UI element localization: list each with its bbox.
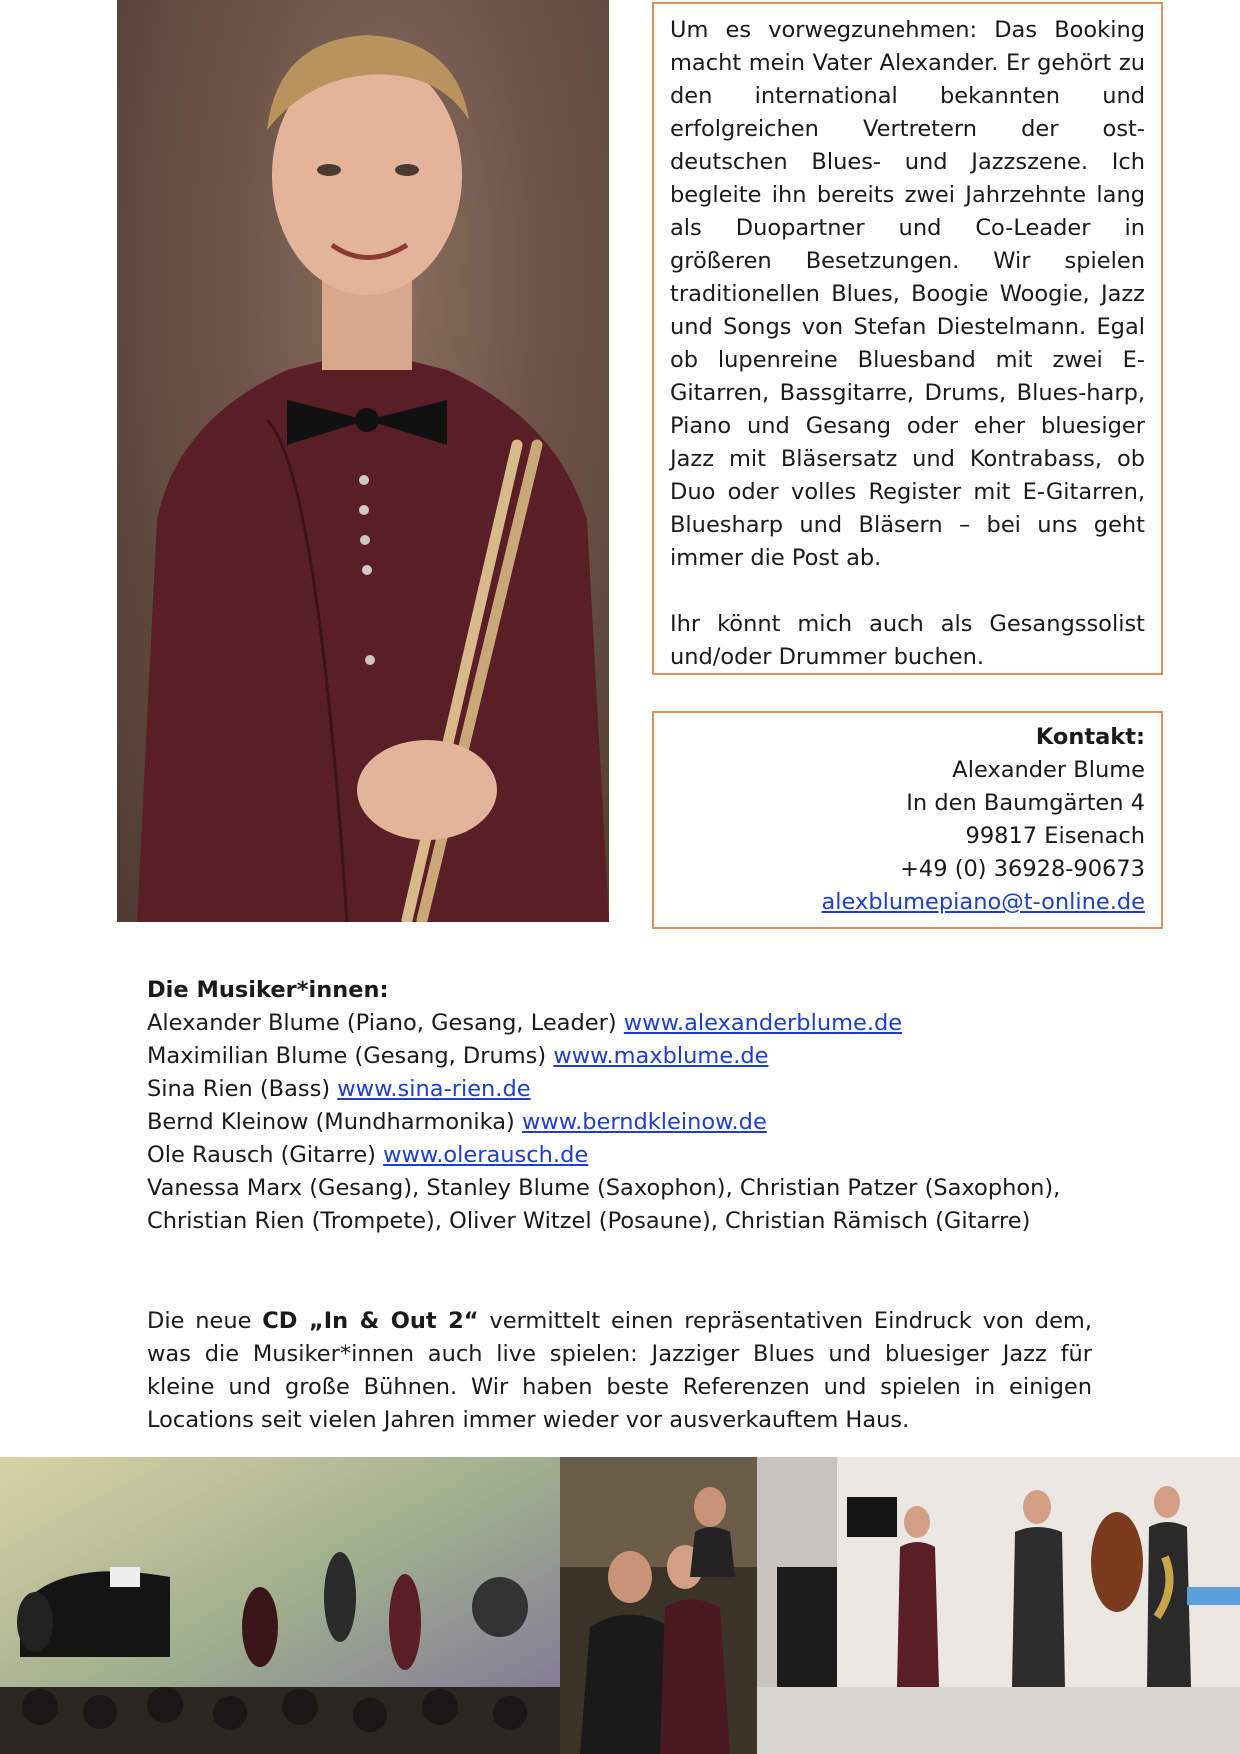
- musician-website-link[interactable]: www.olerausch.de: [383, 1142, 589, 1168]
- cd-paragraph: [147, 1305, 1092, 1437]
- concert-photo-ensemble: [757, 1457, 1240, 1754]
- musician-line: [147, 1007, 1107, 1040]
- musicians-heading: Die Musiker*innen:: [147, 977, 389, 1003]
- contact-email-link[interactable]: alexblumepiano@t-online.de: [821, 889, 1145, 915]
- contact-city: 99817 Eisenach: [965, 823, 1145, 849]
- musician-website-link[interactable]: www.berndkleinow.de: [521, 1109, 767, 1135]
- concert-photos: [0, 1457, 1240, 1754]
- drummer-portrait-illustration: [117, 0, 609, 922]
- musician-line: [147, 1040, 1107, 1073]
- musician-line: [147, 1139, 1107, 1172]
- singers-illustration: [560, 1457, 757, 1754]
- musician-website-link[interactable]: www.alexanderblume.de: [623, 1010, 903, 1036]
- other-musicians: Vanessa Marx (Gesang), Stanley Blume (Saxophon), Christian Patzer (Saxophon), Christian Rien (Trompete), Oliver Witzel (Posaune), Christian Rämisch (Gitarre): [147, 1175, 1061, 1234]
- musician-website-link[interactable]: www.sina-rien.de: [337, 1076, 531, 1102]
- musician-text: Alexander Blume (Piano, Gesang, Leader): [147, 1010, 624, 1036]
- intro-paragraph-2: Ihr könnt mich auch als Gesangssolist und/oder Drummer buchen.: [670, 611, 1145, 670]
- musician-website-link[interactable]: www.maxblume.de: [553, 1043, 769, 1069]
- cd-text-after: vermittelt einen repräsentativen Eindruck von dem, was die Musiker*innen auch live spielen: Jazziger Blues und bluesiger Jazz für kleine und große Bühnen. Wir haben beste Referenzen und spielen in einigen Locations seit vielen Jahren immer wieder vor ausverkauftem Haus.: [147, 1308, 1092, 1433]
- cd-title: CD „In & Out 2“: [262, 1308, 479, 1334]
- band-stage-illustration: [0, 1457, 560, 1754]
- musician-text: Ole Rausch (Gitarre): [147, 1142, 384, 1168]
- concert-photo-band: [0, 1457, 560, 1754]
- contact-name: Alexander Blume: [952, 757, 1145, 783]
- musician-line: [147, 1106, 1107, 1139]
- cd-text-before: Die neue: [147, 1308, 263, 1334]
- contact-box: [652, 711, 1163, 929]
- intro-paragraph-1: Um es vorwegzunehmen: Das Booking macht mein Vater Alexander. Er gehört zu den international bekannten und erfolgreichen Vertretern der ost-deutschen Blues- und Jazzszene. Ich begleite ihn bereits zwei Jahrzehnte lang als Duopartner und Co-Leader in größeren Besetzungen. Wir spielen traditionellen Blues, Boogie Woogie, Jazz und Songs von Stefan Diestelmann. Egal ob lupenreine Bluesband mit zwei E-Gitarren, Bassgitarre, Drums, Blues-harp, Piano und Gesang oder eher bluesiger Jazz mit Bläsersatz und Kontrabass, ob Duo oder volles Register mit E-Gitarren, Bluesharp und Bläsern – bei uns geht immer die Post ab.: [670, 17, 1145, 571]
- musician-text: Maximilian Blume (Gesang, Drums): [147, 1043, 554, 1069]
- contact-street: In den Baumgärten 4: [906, 790, 1145, 816]
- musicians-section: [147, 974, 1107, 1238]
- contact-phone: +49 (0) 36928-90673: [900, 856, 1145, 882]
- musician-text: Bernd Kleinow (Mundharmonika): [147, 1109, 522, 1135]
- musician-line: [147, 1073, 1107, 1106]
- intro-box: [652, 2, 1163, 675]
- ensemble-illustration: [757, 1457, 1240, 1754]
- contact-heading: Kontakt:: [1035, 724, 1145, 750]
- concert-photo-singers: [560, 1457, 757, 1754]
- portrait-photo: [117, 0, 609, 922]
- musician-text: Sina Rien (Bass): [147, 1076, 338, 1102]
